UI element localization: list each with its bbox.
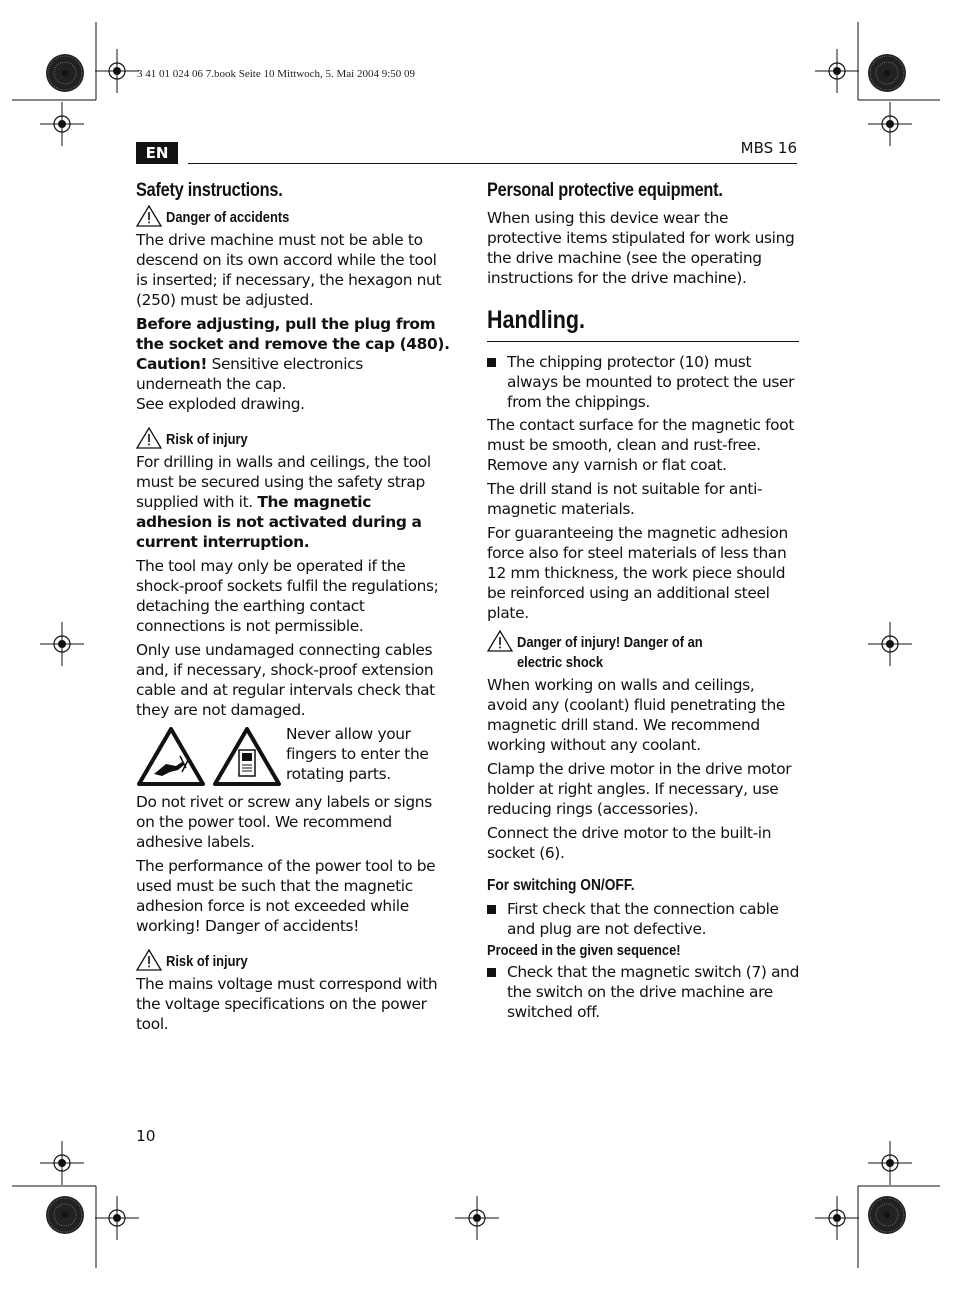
warning-triangle-icon <box>136 205 162 227</box>
paragraph: When working on walls and ceilings, avoid any (coolant) fluid penetrating the magnetic drill stand. We recommend working without any coolant. <box>487 676 786 754</box>
bullet-square-icon <box>487 358 496 367</box>
warning-heading: Danger of injury! Danger of an electric shock <box>487 633 799 673</box>
section-title-ppe: Personal protective equipment. <box>487 180 723 201</box>
handling-rule <box>487 341 799 342</box>
sequence-note: Proceed in the given sequence! <box>487 942 681 959</box>
bullet-square-icon <box>487 905 496 914</box>
warning-heading: Risk of injury <box>136 430 451 450</box>
paragraph: Do not rivet or screw any labels or signs on the power tool. We recommend adhesive labels. <box>136 793 432 851</box>
warning-triangle-icon <box>136 949 162 971</box>
model-label: MBS 16 <box>740 139 797 157</box>
paragraph: See exploded drawing. <box>136 395 305 413</box>
paragraph: Only use undamaged connecting cables and, if necessary, shock-proof extension cable and at regular intervals check that they are not damaged. <box>136 641 435 719</box>
warning-triangle-icon <box>487 630 513 652</box>
paragraph: For guaranteeing the magnetic adhesion force also for steel materials of less than 12 mm thickness, the work piece should be reinforced using an additional steel plate. <box>487 524 788 622</box>
page-number: 10 <box>136 1127 156 1145</box>
paragraph: For drilling in walls and ceilings, the tool must be secured using the safety strap supplied with it. The magnetic adhesion is not activated during a current interruption. <box>136 453 431 551</box>
bullet-item: First check that the connection cable and plug are not defective. <box>487 899 799 939</box>
left-column <box>136 180 451 1038</box>
paragraph: Connect the drive motor to the built-in socket (6). <box>487 824 772 862</box>
paragraph: When using this device wear the protective items stipulated for work using the drive machine (see the operating instructions for the drive machine). <box>487 209 795 287</box>
bullet-item: The chipping protector (10) must always be mounted to protect the user from the chippings. <box>487 352 799 412</box>
hand-injury-warning-icon <box>136 726 206 788</box>
paragraph: The tool may only be operated if the shock-proof sockets fulfil the regulations; detaching the earthing contact connections is not permissible. <box>136 557 439 635</box>
read-manual-warning-icon <box>212 726 282 788</box>
warning-heading: Danger of accidents <box>136 208 451 228</box>
bullet-item: Check that the magnetic switch (7) and the switch on the drive machine are switched off. <box>487 962 799 1022</box>
right-column <box>487 180 799 1025</box>
bullet-square-icon <box>487 968 496 977</box>
paragraph: Clamp the drive motor in the drive motor holder at right angles. If necessary, use reducing rings (accessories). <box>487 760 792 818</box>
section-title-switching: For switching ON/OFF. <box>487 877 635 894</box>
pictogram-row <box>136 724 451 788</box>
section-title-safety: Safety instructions. <box>136 180 283 201</box>
paragraph: The drive machine must not be able to descend on its own accord while the tool is inserted; if necessary, the hexagon nut (250) must be adjusted. <box>136 231 442 309</box>
warning-heading: Risk of injury <box>136 952 451 972</box>
paragraph: The performance of the power tool to be used must be such that the magnetic adhesion force is not exceeded while working! Danger of accidents! <box>136 857 436 935</box>
header-rule <box>188 163 797 164</box>
paragraph: The drill stand is not suitable for anti-magnetic materials. <box>487 480 763 518</box>
paragraph: Never allow your fingers to enter the rotating parts. <box>286 725 429 783</box>
language-badge: EN <box>136 142 178 164</box>
section-title-handling: Handling. <box>487 306 585 334</box>
paragraph: Caution! Sensitive electronics underneath the cap. <box>136 355 363 393</box>
paragraph: The mains voltage must correspond with the voltage specifications on the power tool. <box>136 975 438 1033</box>
warning-triangle-icon <box>136 427 162 449</box>
print-slug: 3 41 01 024 06 7.book Seite 10 Mittwoch, 5. Mai 2004 9:50 09 <box>137 68 416 80</box>
paragraph-bold: Before adjusting, pull the plug from the socket and remove the cap (480). <box>136 315 450 353</box>
paragraph: The contact surface for the magnetic foot must be smooth, clean and rust-free. Remove any varnish or flat coat. <box>487 416 794 474</box>
